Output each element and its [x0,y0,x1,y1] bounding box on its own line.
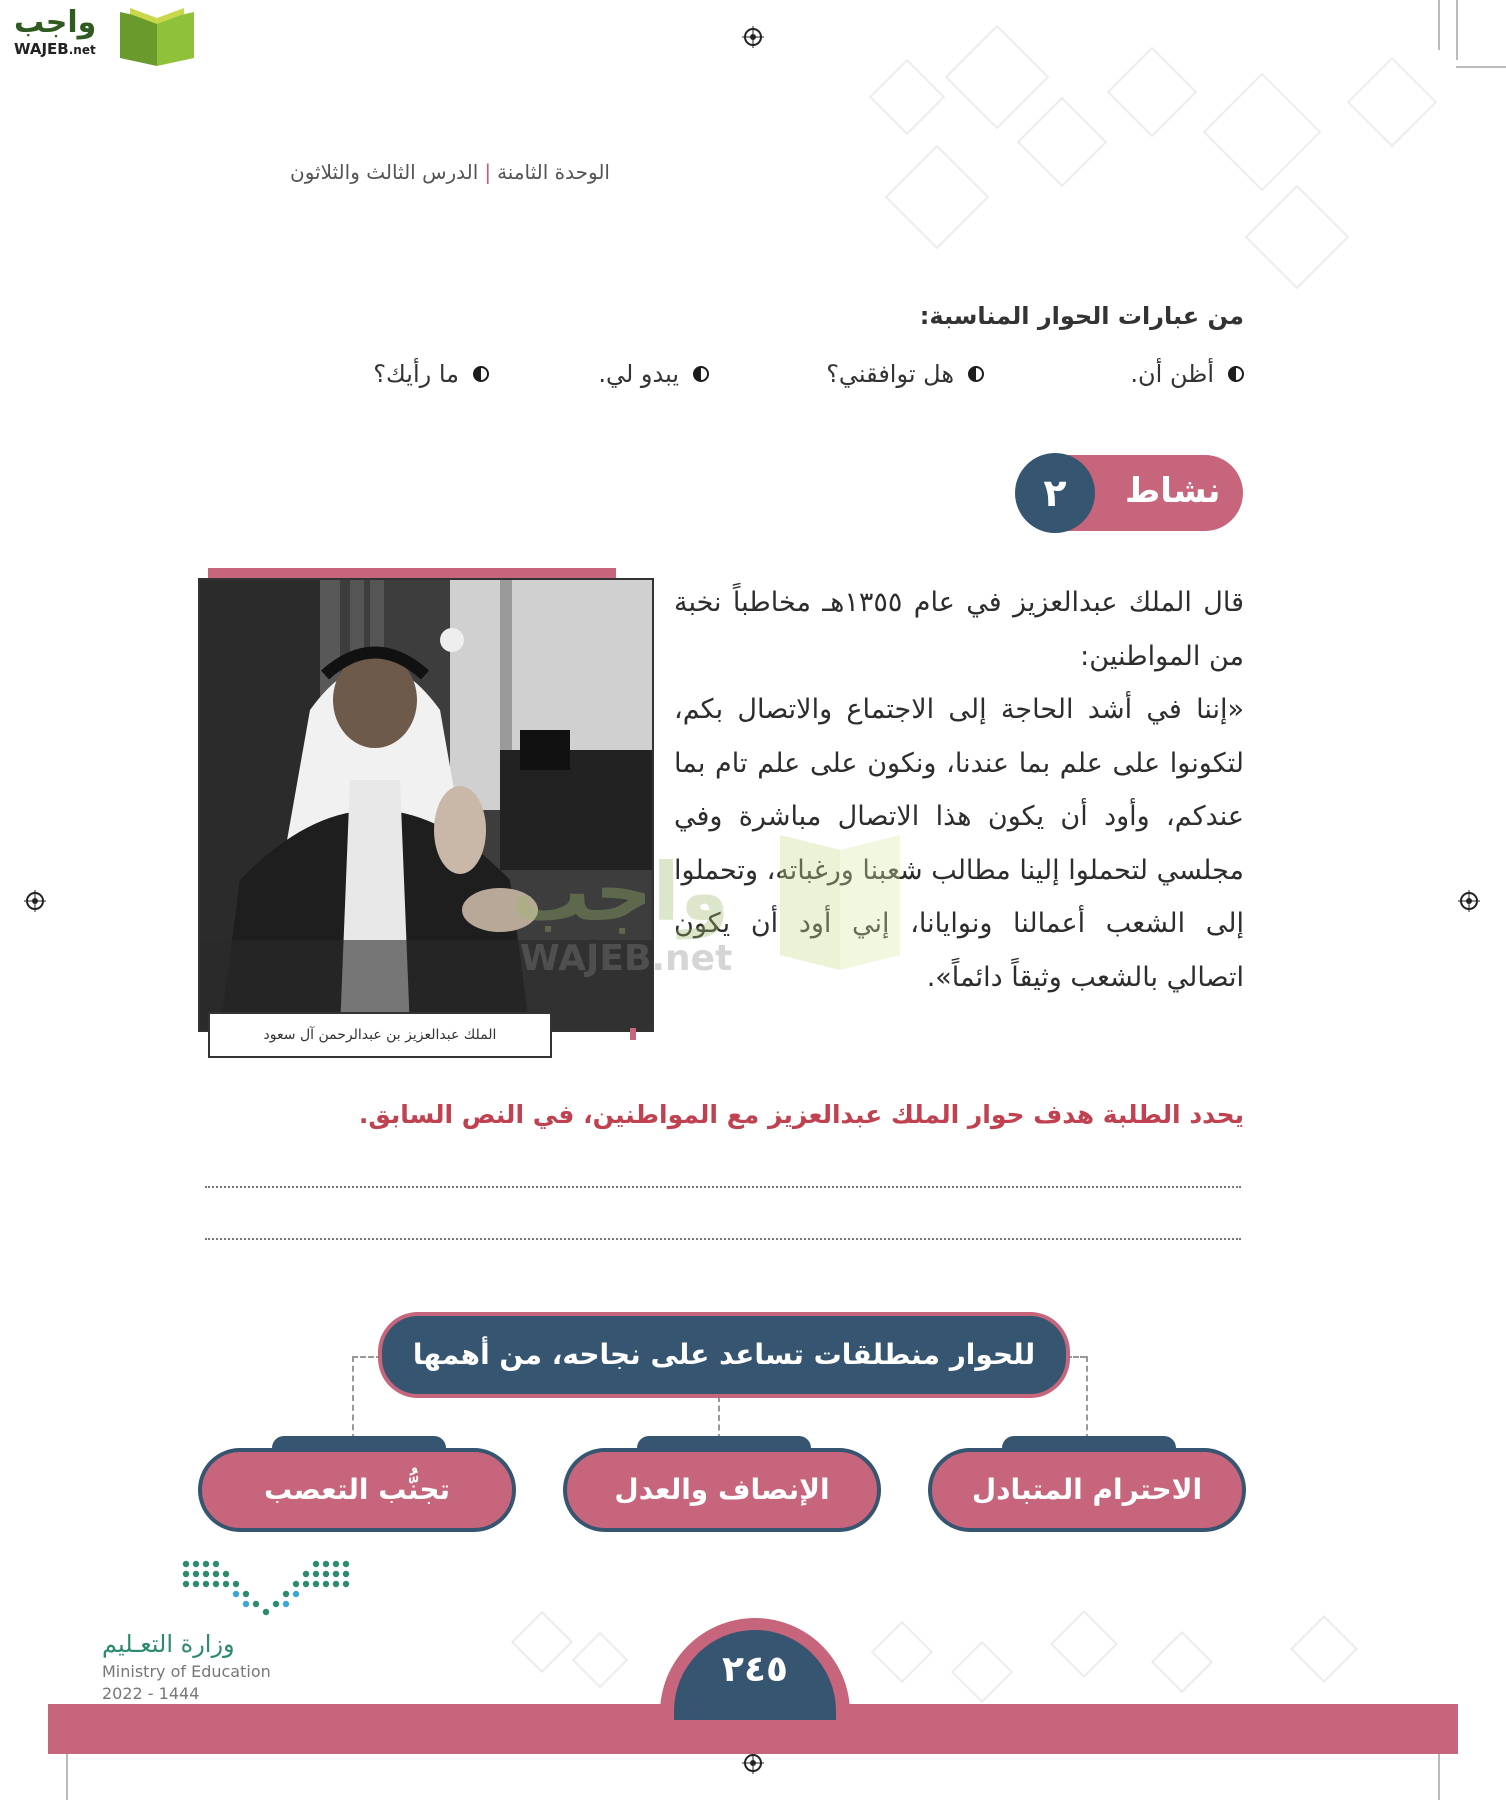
quote-body: «إننا في أشد الحاجة إلى الاجتماع والاتصال بكم، لتكونوا على علم بما عندنا، ونكون على علم تام بما عندكم، وأود أن يكون هذا الاتصال مباشرة وفي مجلسي لتحملوا إلينا مطالب شعبنا ورغباته، وتحملوا إلى الشعب أعمالنا ونوايانا، إني أود أن يكون اتصالي بالشعب وثيقاً دائماً». [674,694,1244,993]
logo-url [14,40,96,58]
connector [1086,1356,1088,1440]
answer-line[interactable] [205,1186,1241,1188]
phrase-item [344,360,489,388]
ministry-year: 2022 - 1444 [102,1684,200,1703]
registration-mark-icon [742,1752,764,1774]
bullet-icon [1228,366,1244,382]
decor-diamond [572,1632,629,1689]
diagram-title: للحوار منطلقات تساعد على نجاحه، من أهمها [378,1312,1070,1398]
photo-caption: الملك عبدالعزيز بن عبدالرحمن آل سعود [208,1012,552,1058]
principle-label: الإنصاف والعدل [563,1448,881,1532]
connector [718,1396,720,1440]
decor-diamond [951,1641,1013,1703]
decor-diamond [1151,1631,1213,1693]
principle-box [563,1436,881,1532]
logo-url-suffix: .net [68,43,96,57]
answer-line[interactable] [205,1238,1241,1240]
book-icon [116,8,198,68]
decor-diamond [1017,97,1108,188]
watermark-logo-icon [510,830,1010,980]
decor-diamond [945,25,1050,130]
ministry-name-arabic: وزارة التعـليم [102,1630,235,1658]
lesson-header [190,160,610,184]
page-number: ٢٤٥ [674,1630,836,1720]
principle-box [928,1436,1246,1532]
ministry-logo-icon [180,1558,350,1618]
registration-mark-icon [1458,890,1480,912]
decor-diamond [871,1621,933,1683]
phrase-item [489,360,709,388]
decor-diamond [1107,47,1198,138]
crop-mark [1438,0,1440,50]
quote-intro: قال الملك عبدالعزيز في عام ١٣٥٥هـ مخاطباً نخبة من المواطنين: [674,587,1244,672]
ministry-name-english: Ministry of Education [102,1662,271,1681]
principle-box [198,1436,516,1532]
bullet-icon [693,366,709,382]
phrase-text: أظن أن. [1130,360,1214,388]
activity-label: نشاط [1125,471,1221,511]
logo-word: واجب [14,5,97,40]
logo-url-main: WAJEB [14,40,69,58]
registration-mark-icon [742,26,764,48]
decor-diamond [1203,73,1322,192]
phrase-item [709,360,984,388]
principle-label: تجنُّب التعصب [198,1448,516,1532]
phrase-text: ما رأيك؟ [373,360,459,388]
decor-diamond [1050,1610,1118,1678]
svg-text:واجب: واجب [510,846,730,939]
lesson-label: الدرس الثالث والثلاثون [290,160,479,184]
principle-label: الاحترام المتبادل [928,1448,1246,1532]
bullet-icon [473,366,489,382]
wajeb-logo[interactable] [12,6,192,68]
task-instruction: يحدد الطلبة هدف حوار الملك عبدالعزيز مع المواطنين، في النص السابق. [358,1100,1244,1129]
photo-accent-bar [208,568,616,578]
activity-number: ٢ [1015,453,1095,533]
phrases-heading: من عبارات الحوار المناسبة: [919,302,1244,330]
activity-badge [1015,453,1243,533]
decor-diamond [885,145,990,250]
photo-accent-tab [630,1028,636,1040]
page-number-tab [660,1618,850,1718]
unit-label: الوحدة الثامنة [497,160,610,184]
phrase-text: هل توافقني؟ [826,360,954,388]
phrases-list [344,360,1244,388]
connector [352,1356,354,1440]
crop-mark [1456,0,1458,60]
decor-diamond [1290,1615,1358,1683]
crop-mark [1456,66,1506,68]
bullet-icon [968,366,984,382]
decor-diamond [869,59,945,135]
decor-diamond [511,1611,573,1673]
phrase-text: يبدو لي. [598,360,679,388]
registration-mark-icon [24,890,46,912]
header-separator: | [484,160,492,184]
decor-diamond [1245,185,1350,290]
svg-text:WAJEB.net: WAJEB.net [520,938,733,979]
decor-diamond [1347,57,1438,148]
phrase-item [984,360,1244,388]
